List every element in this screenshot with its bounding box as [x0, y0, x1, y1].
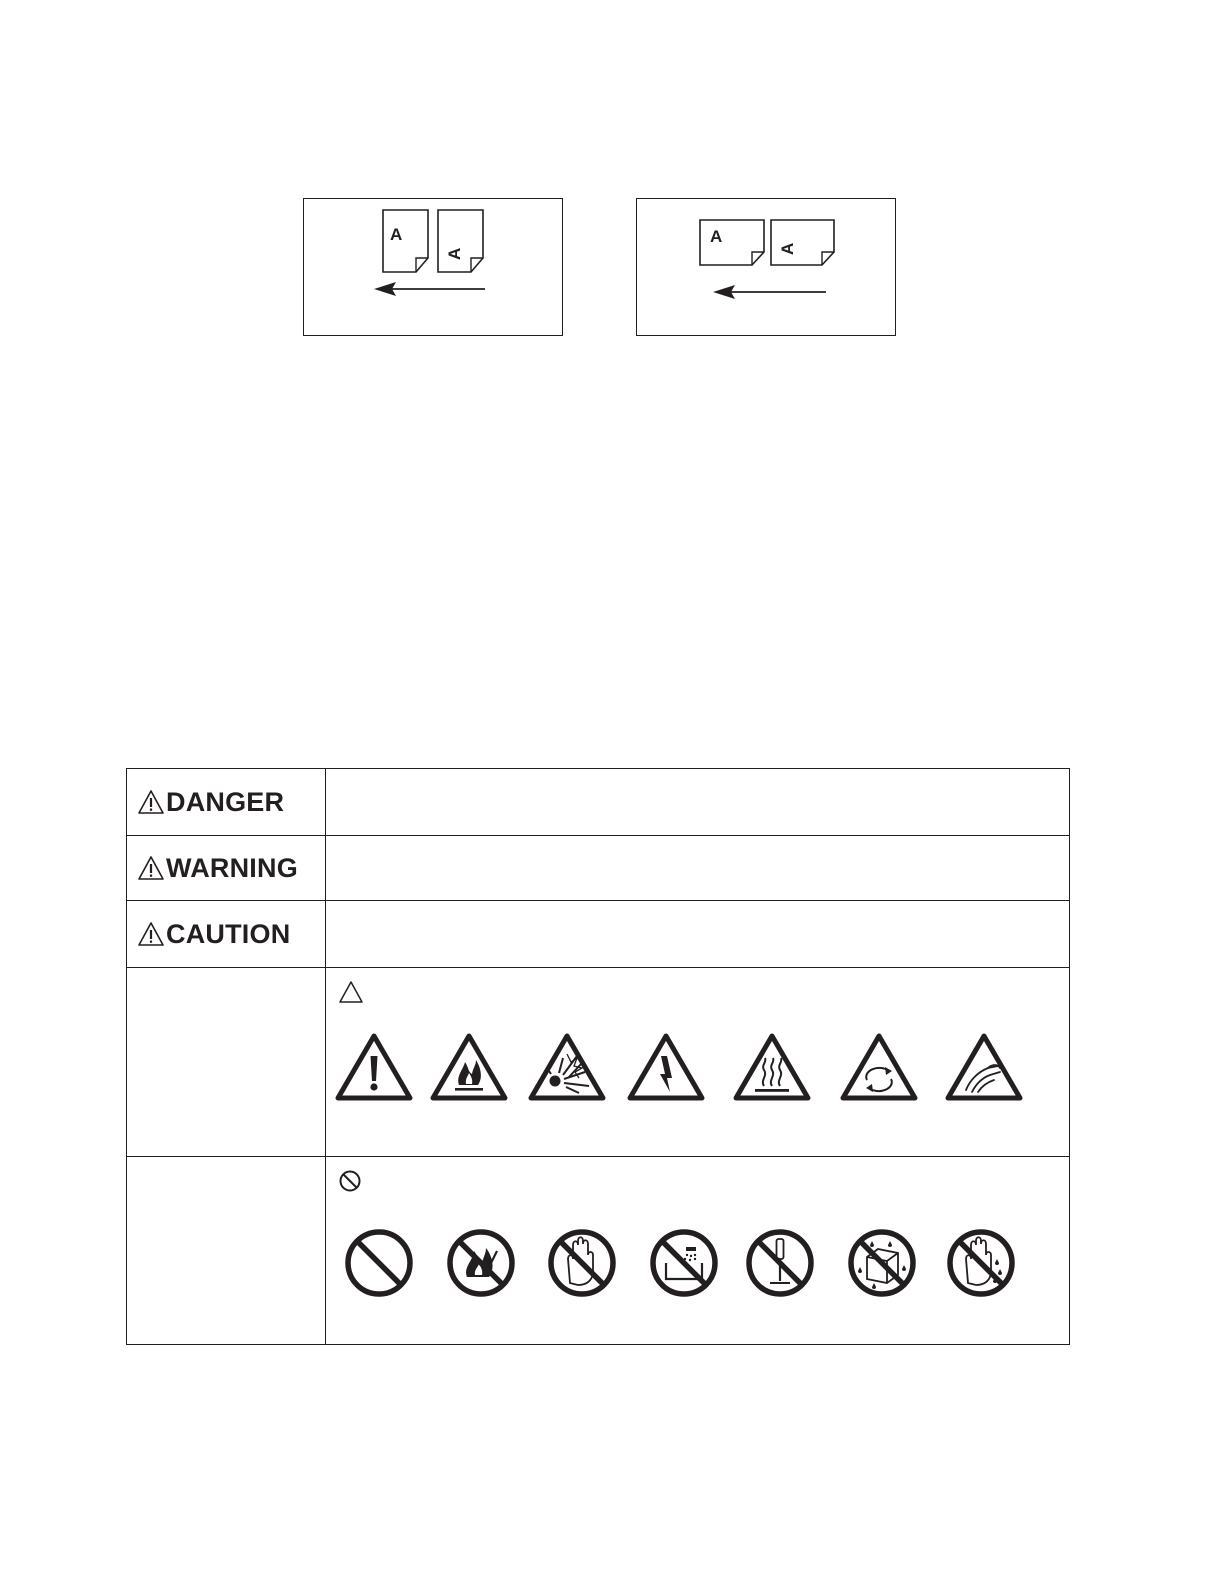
alert-triangle-icon [137, 921, 165, 947]
warning-label: WARNING [166, 852, 298, 883]
landscape-feed-figure [636, 198, 896, 336]
warning-symbols-cell [326, 968, 1070, 1157]
prohibition-symbols-strip [326, 1157, 1070, 1344]
general-warning-icon [338, 1036, 410, 1098]
warning-symbols-label-cell [127, 968, 326, 1157]
explosion-hazard-icon [531, 1036, 603, 1098]
upright-page-icon [700, 220, 764, 265]
fire-hazard-icon [433, 1036, 505, 1098]
general-prohibition-icon [348, 1232, 410, 1294]
rotated-page-icon [438, 210, 483, 272]
alert-triangle-icon [137, 855, 165, 881]
rotated-page-letter: A [445, 247, 464, 260]
caution-label: CAUTION [166, 918, 291, 949]
pinch-hazard-icon [948, 1036, 1020, 1098]
rotated-page-letter: A [778, 242, 797, 255]
caution-description-cell [326, 901, 1070, 968]
warning-row [127, 836, 1070, 901]
prohibition-symbols-row [127, 1157, 1070, 1345]
danger-signal-word [127, 769, 325, 835]
hot-surface-icon [736, 1036, 808, 1098]
caution-row [127, 901, 1070, 968]
landscape-feed-diagram [637, 199, 897, 337]
rotating-part-icon [843, 1036, 915, 1098]
no-wet-exposure-icon [851, 1232, 913, 1294]
prohibition-symbols-label-cell [127, 1157, 326, 1345]
portrait-feed-figure [303, 198, 563, 336]
danger-label: DANGER [166, 786, 285, 817]
upright-page-icon [383, 210, 428, 272]
do-not-touch-icon [551, 1232, 613, 1294]
no-water-bath-icon [653, 1232, 715, 1294]
portrait-feed-diagram [304, 199, 564, 337]
rotated-page-icon [771, 220, 834, 265]
feed-direction-arrow-icon [713, 285, 826, 299]
warning-symbols-strip [326, 968, 1070, 1156]
prohibition-symbols-cell [326, 1157, 1070, 1345]
no-fire-icon [450, 1232, 512, 1294]
warning-description-cell [326, 836, 1070, 901]
warning-symbols-row [127, 968, 1070, 1157]
warning-signal-word [127, 836, 325, 900]
page-letter: A [390, 225, 403, 244]
feed-direction-arrow-icon [374, 282, 485, 296]
electric-shock-icon [630, 1036, 702, 1098]
page-letter: A [710, 227, 723, 246]
safety-symbols-table [126, 768, 1070, 1345]
do-not-disassemble-icon [749, 1232, 811, 1294]
no-wet-hands-icon [950, 1232, 1012, 1294]
danger-row [127, 769, 1070, 836]
caution-signal-word [127, 901, 325, 967]
danger-description-cell [326, 769, 1070, 836]
alert-triangle-icon [137, 789, 165, 815]
